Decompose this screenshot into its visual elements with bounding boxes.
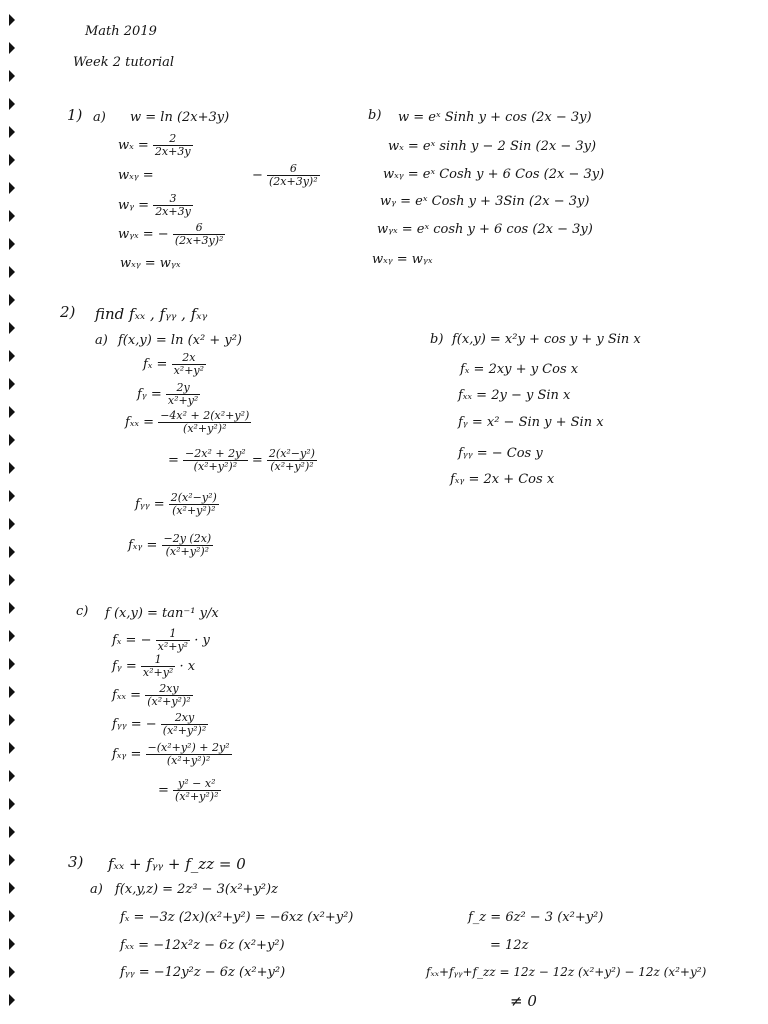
binding-mark <box>9 266 15 278</box>
q1b-line-6: wₓᵧ = wᵧₓ <box>372 252 433 267</box>
tutorial-subtitle: Week 2 tutorial <box>73 55 175 70</box>
question-title: fₓₓ + fᵧᵧ + f_zz = 0 <box>108 855 246 873</box>
binding-mark <box>9 686 15 698</box>
binding-mark <box>9 182 15 194</box>
q2b-line-2: fₓ = 2xy + y Cos x <box>460 362 579 377</box>
q2c-fx: fₓ = − $\frac{1}{\text{x²+y²}}$ · y <box>112 627 210 653</box>
q1a-wx: wₓ = $\frac{2}{2x+3y}$ <box>118 132 191 158</box>
q3a-conclusion: ≠ 0 <box>510 992 537 1010</box>
binding-mark <box>9 826 15 838</box>
binding-mark <box>9 798 15 810</box>
q1a-line-6: wₓᵧ = wᵧₓ <box>120 256 181 271</box>
binding-mark <box>9 546 15 558</box>
part-a-label: a) <box>95 333 108 348</box>
q1a-wxy: wₓᵧ = − $\frac{6}{\text{(2x+3y)²}}$ <box>118 162 318 188</box>
q3a-line-3: fₓₓ = −12x²z − 6z (x²+y²) <box>120 938 285 953</box>
binding-mark <box>9 98 15 110</box>
q2c-fxy: fₓᵧ = $\frac{\text{−(x²+y²) + 2y²}}{\text{(x²+y²)²}}$ <box>112 741 230 767</box>
q3a-fz: f_z = 6z² − 3 (x²+y²) <box>468 910 604 925</box>
question-number: 1) <box>67 106 83 124</box>
q2a-fxx: fₓₓ = $\frac{\text{−4x² + 2(x²+y²)}}{\text{(x²+y²)²}}$ <box>125 409 250 435</box>
part-b-label: b) <box>430 332 444 347</box>
q2a-fy: fᵧ = $\frac{2y}{\text{x²+y²}}$ <box>137 381 199 407</box>
binding-mark <box>9 910 15 922</box>
binding-mark <box>9 70 15 82</box>
q2b-line-5: fᵧᵧ = − Cos y <box>458 446 543 461</box>
q1a-line-1: w = ln (2x+3y) <box>130 110 230 125</box>
binding-mark <box>9 658 15 670</box>
binding-mark <box>9 126 15 138</box>
binding-mark <box>9 574 15 586</box>
q2c-line-1: f (x,y) = tan⁻¹ y/x <box>105 606 219 621</box>
binding-mark <box>9 854 15 866</box>
q2c-fyy: fᵧᵧ = − $\frac{2xy}{\text{(x²+y²)²}}$ <box>112 711 207 737</box>
binding-mark <box>9 154 15 166</box>
binding-mark <box>9 238 15 250</box>
q3a-fzz: = 12z <box>490 938 529 953</box>
binding-mark <box>9 714 15 726</box>
q3a-line-2: fₓ = −3z (2x)(x²+y²) = −6xz (x²+y²) <box>120 910 354 925</box>
q2a-fx: fₓ = $\frac{2x}{\text{x²+y²}}$ <box>143 351 205 377</box>
binding-mark <box>9 406 15 418</box>
binding-mark <box>9 322 15 334</box>
q1b-line-3: wₓᵧ = eˣ Cosh y + 6 Cos (2x − 3y) <box>383 167 605 182</box>
q1b-line-5: wᵧₓ = eˣ cosh y + 6 cos (2x − 3y) <box>377 222 593 237</box>
binding-mark <box>9 966 15 978</box>
part-b-label: b) <box>368 108 382 123</box>
q1b-line-2: wₓ = eˣ sinh y − 2 Sin (2x − 3y) <box>388 139 597 154</box>
q2b-line-4: fᵧ = x² − Sin y + Sin x <box>458 415 604 430</box>
q3a-line-4: fᵧᵧ = −12y²z − 6z (x²+y²) <box>120 965 286 980</box>
q2a-fxy: fₓᵧ = $\frac{-2y (2x)}{\text{(x²+y²)²}}$ <box>128 532 212 558</box>
binding-mark <box>9 42 15 54</box>
q1a-wy: wᵧ = $\frac{3}{2x+3y}$ <box>118 192 191 218</box>
binding-mark <box>9 294 15 306</box>
binding-mark <box>9 210 15 222</box>
q2c-fxx: fₓₓ = $\frac{2xy}{\text{(x²+y²)²}}$ <box>112 682 191 708</box>
binding-mark <box>9 994 15 1006</box>
q1b-line-1: w = eˣ Sinh y + cos (2x − 3y) <box>398 110 592 125</box>
question-number: 3) <box>68 853 84 871</box>
binding-mark <box>9 938 15 950</box>
question-number: 2) <box>60 303 76 321</box>
course-title: Math 2019 <box>85 24 157 39</box>
binding-mark <box>9 630 15 642</box>
binding-mark <box>9 602 15 614</box>
q2a-line-1: f(x,y) = ln (x² + y²) <box>118 333 242 348</box>
binding-mark <box>9 378 15 390</box>
part-a-label: a) <box>93 110 106 125</box>
binding-mark <box>9 770 15 782</box>
binding-mark <box>9 882 15 894</box>
part-c-label: c) <box>76 604 89 619</box>
q2b-line-6: fₓᵧ = 2x + Cos x <box>450 472 555 487</box>
q2c-fy: fᵧ = $\frac{1}{\text{x²+y²}}$ · x <box>112 653 196 679</box>
q2a-fxx-simplified: = $\frac{\text{−2x² + 2y²}}{\text{(x²+y²)²}}$ = $\frac{\text{2(x²−y²)}}{\text{(x²+y²)²}}$ <box>168 447 315 473</box>
q3a-sum: fₓₓ+fᵧᵧ+f_zz = 12z − 12z (x²+y²) − 12z (x²+y²) <box>426 965 707 979</box>
q2b-line-3: fₓₓ = 2y − y Sin x <box>458 388 571 403</box>
q3a-line-1: f(x,y,z) = 2z³ − 3(x²+y²)z <box>115 882 278 897</box>
part-a-label: a) <box>90 882 103 897</box>
binding-mark <box>9 518 15 530</box>
binding-mark <box>9 462 15 474</box>
q2a-fyy: fᵧᵧ = $\frac{\text{2(x²−y²)}}{\text{(x²+y²)²}}$ <box>135 491 217 517</box>
binding-mark <box>9 14 15 26</box>
binding-mark <box>9 742 15 754</box>
q2c-fxy-simplified: = $\frac{\text{y² − x²}}{\text{(x²+y²)²}}$ <box>158 777 219 803</box>
question-title: find fₓₓ , fᵧᵧ , fₓᵧ <box>95 305 208 323</box>
page-binding-edge <box>0 0 18 1024</box>
q1a-wyx: wᵧₓ = − $\frac{6}{\text{(2x+3y)²}}$ <box>118 221 224 247</box>
binding-mark <box>9 350 15 362</box>
binding-mark <box>9 434 15 446</box>
q1b-line-4: wᵧ = eˣ Cosh y + 3Sin (2x − 3y) <box>380 194 590 209</box>
binding-mark <box>9 490 15 502</box>
q2b-line-1: f(x,y) = x²y + cos y + y Sin x <box>452 332 641 347</box>
